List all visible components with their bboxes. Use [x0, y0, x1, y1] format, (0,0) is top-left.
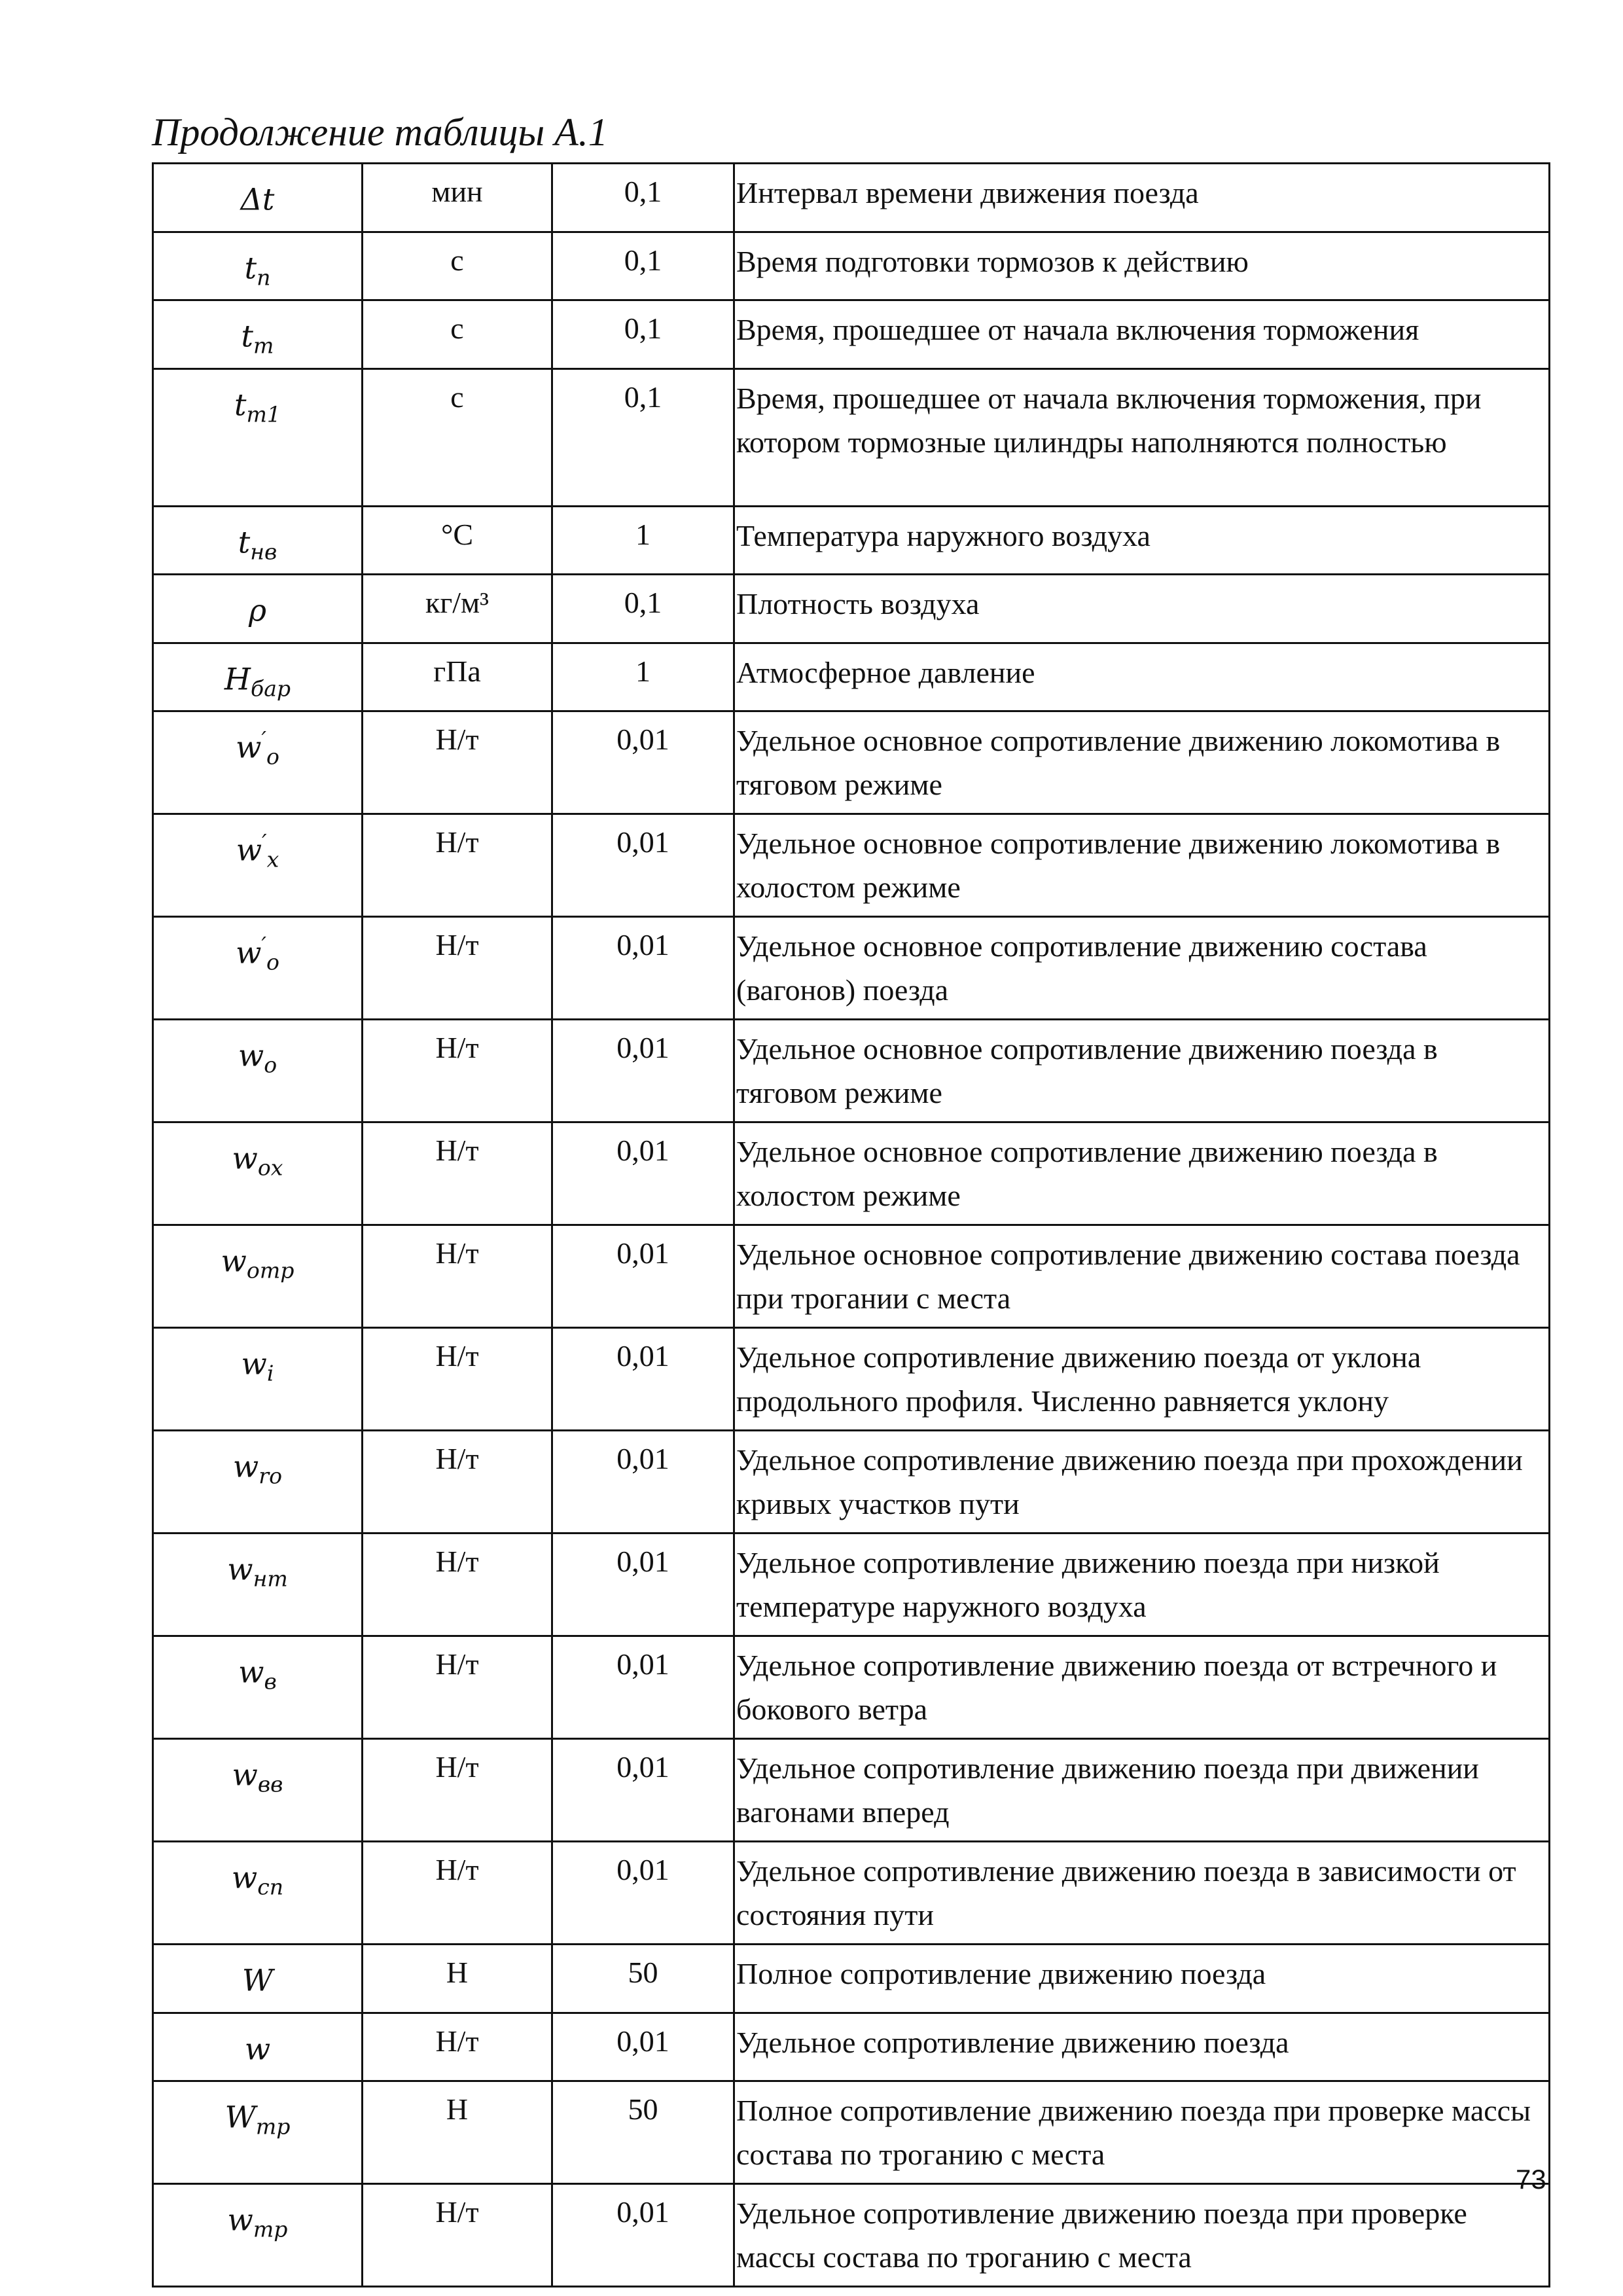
unit-cell: Н/т	[363, 1225, 552, 1328]
symbol-subscript: o	[266, 744, 279, 770]
table-row	[153, 2013, 1550, 2081]
description-cell: Плотность воздуха	[734, 575, 1550, 643]
table-row	[153, 1534, 1550, 1636]
symbol-subscript: нт	[253, 1566, 288, 1592]
symbol-subscript: omp	[246, 1257, 294, 1283]
table-row	[153, 1945, 1550, 2013]
table-caption: Продолжение таблицы А.1	[152, 111, 608, 154]
symbol-cell	[153, 2081, 363, 2184]
symbol-cell	[153, 1020, 363, 1122]
symbol-subscript: нв	[250, 539, 277, 565]
table-row	[153, 368, 1550, 506]
symbol-base: w	[227, 1551, 253, 1587]
symbol-cell	[153, 368, 363, 506]
table-row	[153, 814, 1550, 917]
symbol-base: w	[227, 2202, 253, 2238]
accuracy-cell: 0,1	[552, 164, 734, 232]
symbol-subscript: ox	[257, 1155, 283, 1181]
symbol-subscript: m1	[246, 401, 281, 427]
description-cell: Атмосферное давление	[734, 643, 1550, 711]
table-row	[153, 164, 1550, 232]
symbol-cell	[153, 1225, 363, 1328]
symbol-subscript: cn	[257, 1874, 284, 1900]
accuracy-cell: 1	[552, 643, 734, 711]
description-cell: Удельное сопротивление движению поезда	[734, 2013, 1550, 2081]
symbol-subscript: o	[266, 949, 279, 975]
symbol-cell	[153, 300, 363, 369]
symbol-base: w	[232, 1448, 259, 1484]
symbol-subscript: бар	[250, 675, 291, 702]
accuracy-cell: 0,01	[552, 917, 734, 1020]
unit-cell: Н	[363, 1945, 552, 2013]
table-row	[153, 2081, 1550, 2184]
symbol-cell	[153, 1945, 363, 2013]
table-row	[153, 506, 1550, 575]
symbol-base: w	[244, 2030, 271, 2066]
description-cell: Удельное сопротивление движению поезда при прохождении кривых участков пути	[734, 1431, 1550, 1534]
table-row	[153, 1225, 1550, 1328]
symbol-subscript: m	[253, 332, 274, 359]
unit-cell: Н/т	[363, 1636, 552, 1739]
symbol-base: t	[244, 249, 257, 285]
table-row	[153, 1842, 1550, 1945]
symbol-base: w	[238, 1037, 264, 1073]
accuracy-cell: 0,01	[552, 1636, 734, 1739]
unit-cell: Н/т	[363, 1431, 552, 1534]
description-cell: Температура наружного воздуха	[734, 506, 1550, 575]
symbol-subscript: i	[266, 1360, 274, 1386]
accuracy-cell: 0,01	[552, 1534, 734, 1636]
symbol-cell	[153, 575, 363, 643]
accuracy-cell: 0,1	[552, 368, 734, 506]
symbol-base: w	[236, 729, 262, 765]
description-cell: Удельное основное сопротивление движению состава поезда при трогании с места	[734, 1225, 1550, 1328]
symbol-subscript: mp	[253, 2216, 288, 2242]
symbol-base: w	[236, 935, 262, 971]
symbol-base: W	[241, 1962, 274, 1998]
description-cell: Время, прошедшее от начала включения торможения	[734, 300, 1550, 369]
description-cell: Время подготовки тормозов к действию	[734, 232, 1550, 300]
table-row	[153, 1020, 1550, 1122]
symbol-cell	[153, 1431, 363, 1534]
symbol-subscript: mp	[255, 2113, 291, 2140]
accuracy-cell: 1	[552, 506, 734, 575]
description-cell: Удельное основное сопротивление движению локомотива в тяговом режиме	[734, 711, 1550, 814]
accuracy-cell: 0,01	[552, 1431, 734, 1534]
symbol-base: W	[224, 2099, 256, 2135]
symbol-prime: ′	[261, 726, 266, 753]
unit-cell: Н/т	[363, 1122, 552, 1225]
unit-cell: мин	[363, 164, 552, 232]
description-cell: Полное сопротивление движению поезда	[734, 1945, 1550, 2013]
description-cell: Удельное сопротивление движению поезда при движении вагонами вперед	[734, 1739, 1550, 1842]
accuracy-cell: 0,01	[552, 1328, 734, 1431]
symbol-cell	[153, 814, 363, 917]
unit-cell: Н/т	[363, 1739, 552, 1842]
table-body	[153, 164, 1550, 2287]
symbol-base: w	[221, 1243, 247, 1279]
description-cell: Удельное основное сопротивление движению локомотива в холостом режиме	[734, 814, 1550, 917]
unit-cell: Н/т	[363, 814, 552, 917]
symbol-cell	[153, 2013, 363, 2081]
unit-cell: кг/м³	[363, 575, 552, 643]
description-cell: Удельное основное сопротивление движению поезда в тяговом режиме	[734, 1020, 1550, 1122]
unit-cell: Н/т	[363, 711, 552, 814]
table-row	[153, 643, 1550, 711]
unit-cell: Н/т	[363, 1020, 552, 1122]
symbol-base: w	[236, 832, 262, 868]
unit-cell: Н/т	[363, 1328, 552, 1431]
accuracy-cell: 0,01	[552, 711, 734, 814]
table-row	[153, 917, 1550, 1020]
symbol-subscript: n	[257, 264, 271, 291]
symbol-base: w	[238, 1654, 264, 1690]
unit-cell: Н/т	[363, 2184, 552, 2287]
description-cell: Удельное сопротивление движению поезда при низкой температуре наружного воздуха	[734, 1534, 1550, 1636]
symbol-cell	[153, 1122, 363, 1225]
accuracy-cell: 0,1	[552, 300, 734, 369]
unit-cell: с	[363, 368, 552, 506]
description-cell: Удельное сопротивление движению поезда от уклона продольного профиля. Численно равняется уклону	[734, 1328, 1550, 1431]
symbol-base: Δt	[240, 181, 275, 217]
symbol-subscript: x	[266, 846, 279, 872]
symbol-base: t	[241, 318, 254, 354]
unit-cell: Н/т	[363, 2013, 552, 2081]
symbol-base: w	[241, 1346, 267, 1382]
symbol-subscript: в	[264, 1668, 277, 1695]
description-cell: Удельное сопротивление движению поезда в зависимости от состояния пути	[734, 1842, 1550, 1945]
unit-cell: Н/т	[363, 1842, 552, 1945]
table-row	[153, 232, 1550, 300]
symbol-base: t	[234, 386, 247, 422]
symbol-subscript: вв	[257, 1771, 283, 1797]
parameters-table	[152, 162, 1550, 2287]
symbol-base: t	[238, 524, 251, 560]
unit-cell: Н	[363, 2081, 552, 2184]
symbol-cell	[153, 917, 363, 1020]
unit-cell: °С	[363, 506, 552, 575]
symbol-cell	[153, 711, 363, 814]
accuracy-cell: 0,01	[552, 2013, 734, 2081]
symbol-base: w	[232, 1140, 258, 1176]
symbol-cell	[153, 1328, 363, 1431]
symbol-prime: ′	[261, 932, 266, 958]
accuracy-cell: 50	[552, 2081, 734, 2184]
symbol-base: H	[224, 660, 251, 696]
description-cell: Удельное сопротивление движению поезда от встречного и бокового ветра	[734, 1636, 1550, 1739]
symbol-cell	[153, 506, 363, 575]
table-row	[153, 300, 1550, 369]
description-cell: Интервал времени движения поезда	[734, 164, 1550, 232]
accuracy-cell: 0,01	[552, 1842, 734, 1945]
description-cell: Удельное основное сопротивление движению поезда в холостом режиме	[734, 1122, 1550, 1225]
symbol-cell	[153, 232, 363, 300]
table-row	[153, 1739, 1550, 1842]
unit-cell: Н/т	[363, 917, 552, 1020]
accuracy-cell: 0,1	[552, 232, 734, 300]
symbol-cell	[153, 1842, 363, 1945]
description-cell: Время, прошедшее от начала включения торможения, при котором тормозные цилиндры наполняются полностью	[734, 368, 1550, 506]
description-cell: Удельное сопротивление движению поезда при проверке массы состава по троганию с места	[734, 2184, 1550, 2287]
symbol-cell	[153, 164, 363, 232]
table-row	[153, 1122, 1550, 1225]
symbol-cell	[153, 1636, 363, 1739]
accuracy-cell: 0,01	[552, 2184, 734, 2287]
accuracy-cell: 0,01	[552, 1739, 734, 1842]
accuracy-cell: 0,01	[552, 1225, 734, 1328]
symbol-base: ρ	[248, 592, 267, 628]
symbol-cell	[153, 1739, 363, 1842]
symbol-base: w	[232, 1757, 258, 1793]
accuracy-cell: 0,01	[552, 814, 734, 917]
accuracy-cell: 0,01	[552, 1122, 734, 1225]
table-row	[153, 1328, 1550, 1431]
unit-cell: гПа	[363, 643, 552, 711]
symbol-prime: ′	[262, 829, 267, 855]
unit-cell: с	[363, 232, 552, 300]
table-row	[153, 2184, 1550, 2287]
page-number: 73	[1516, 2164, 1546, 2195]
symbol-cell	[153, 1534, 363, 1636]
symbol-cell	[153, 2184, 363, 2287]
table-row	[153, 1431, 1550, 1534]
description-cell: Полное сопротивление движению поезда при проверке массы состава по троганию с места	[734, 2081, 1550, 2184]
accuracy-cell: 0,1	[552, 575, 734, 643]
table-row	[153, 711, 1550, 814]
description-cell: Удельное основное сопротивление движению состава (вагонов) поезда	[734, 917, 1550, 1020]
accuracy-cell: 50	[552, 1945, 734, 2013]
table-row	[153, 575, 1550, 643]
accuracy-cell: 0,01	[552, 1020, 734, 1122]
unit-cell: Н/т	[363, 1534, 552, 1636]
symbol-subscript: o	[264, 1052, 277, 1078]
unit-cell: с	[363, 300, 552, 369]
symbol-subscript: ro	[259, 1463, 283, 1489]
symbol-cell	[153, 643, 363, 711]
symbol-base: w	[231, 1859, 258, 1895]
table-row	[153, 1636, 1550, 1739]
